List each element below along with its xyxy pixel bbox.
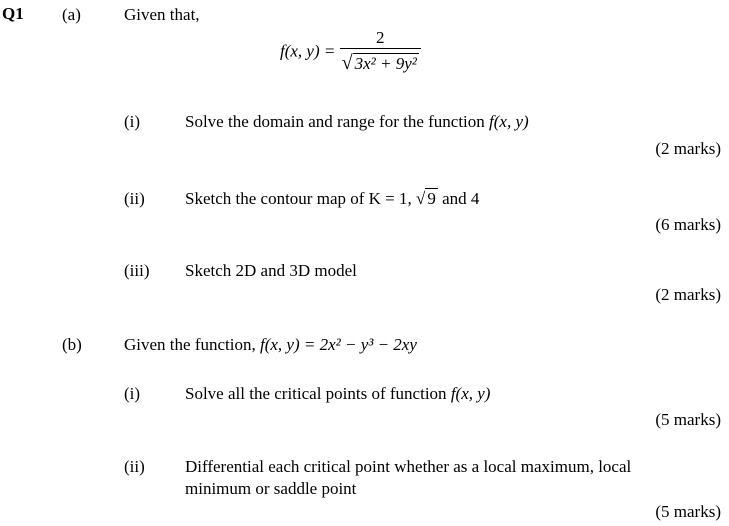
- part-a-iii-marks: (2 marks): [655, 285, 721, 304]
- part-b-label: (b): [62, 335, 82, 354]
- part-b-i-text-body: Solve all the critical points of function: [185, 384, 447, 403]
- part-a-iii-text: Sketch 2D and 3D model: [185, 261, 357, 280]
- part-a-ii-text: [185, 189, 479, 209]
- part-a-ii-sqrt-arg: 9: [427, 189, 436, 208]
- part-b-i-marks: (5 marks): [655, 410, 721, 429]
- part-a-intro: Given that,: [124, 5, 200, 24]
- formula-numerator: 2: [375, 28, 385, 47]
- part-b-i-math: f(x, y): [450, 384, 491, 403]
- formula-denominator-text: 3x² + 9y²: [354, 54, 417, 74]
- part-b-ii-marks: (5 marks): [655, 502, 721, 521]
- part-a-iii-label: (iii): [124, 261, 150, 280]
- sqrt-symbol: √ 3x² + 9y²: [341, 52, 417, 75]
- part-a-label: (a): [62, 5, 81, 24]
- part-b-intro: Given the function,: [124, 335, 256, 354]
- part-a-ii-text-after: and 4: [442, 189, 480, 208]
- part-b-ii-text-line2: minimum or saddle point: [185, 479, 357, 498]
- formula: [280, 28, 421, 75]
- part-a-i-math: f(x, y): [489, 112, 529, 131]
- part-b-i-text: [185, 384, 490, 404]
- sqrt-symbol: √ 9: [416, 189, 436, 208]
- part-b-i-label: (i): [124, 384, 141, 403]
- part-a-ii-text-body: Sketch the contour map of K = 1,: [185, 189, 412, 208]
- part-a-i-text-body: Solve the domain and range for the function: [185, 112, 485, 131]
- question-number: Q1: [2, 4, 24, 23]
- formula-denominator: [340, 48, 421, 75]
- part-a-i-label: (i): [124, 112, 141, 131]
- part-a-ii-label: (ii): [124, 189, 145, 208]
- part-b-math: f(x, y) = 2x² − y³ − 2xy: [259, 335, 417, 354]
- formula-fraction: [340, 28, 421, 75]
- formula-lhs: f(x, y) =: [280, 41, 336, 61]
- part-b-ii-text-line1: Differential each critical point whether as a local maximum, local: [185, 457, 632, 476]
- part-b-ii-label: (ii): [124, 457, 145, 476]
- part-a-i-text: [185, 112, 529, 132]
- part-b-intro-line: [124, 335, 417, 355]
- part-a-ii-marks: (6 marks): [655, 215, 721, 234]
- part-a-i-marks: (2 marks): [655, 139, 721, 158]
